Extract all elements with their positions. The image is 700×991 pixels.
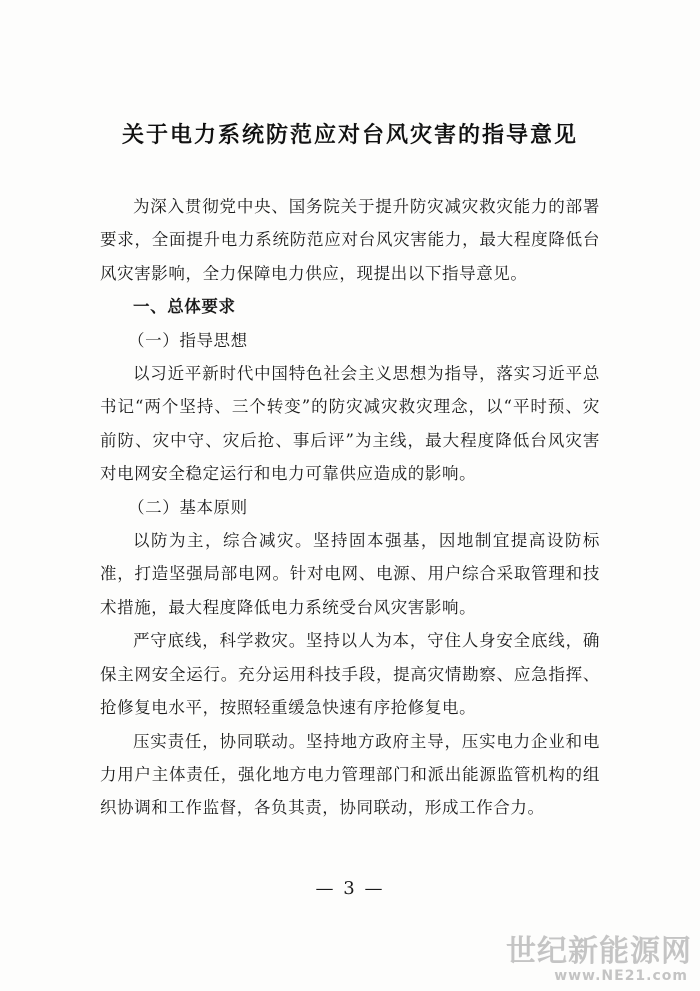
principle-paragraph-prevention: 以防为主，综合减灾。坚持固本强基，因地制宜提高设防标准，打造坚强局部电网。针对电网、电源、用户综合采取管理和技术措施，最大程度降低电力系统受台风灾害影响。 [100, 531, 600, 617]
document-title: 关于电力系统防范应对台风灾害的指导意见 [121, 122, 578, 148]
section-heading-general-requirements: 一、总体要求 [133, 297, 236, 317]
guiding-thought-paragraph: 以习近平新时代中国特色社会主义思想为指导，落实习近平总书记“两个坚持、三个转变”的防灾减灾救灾理念，以“平时预、灾前防、灾中守、灾后抢、事后评”为主线，最大程度降低台风灾害对电网安全稳定运行和电力可靠供应造成的影响。 [100, 364, 600, 484]
principle-paragraph-safety: 严守底线，科学救灾。坚持以人为本，守住人身安全底线，确保主网安全运行。充分运用科技手段，提高灾情勘察、应急指挥、抢修复电水平，按照轻重缓急快速有序抢修复电。 [100, 631, 600, 718]
site-watermark [506, 936, 692, 984]
page-number: — 3 — [315, 878, 385, 899]
principle-paragraph-responsibility: 压实责任，协同联动。坚持地方政府主导，压实电力企业和电力用户主体责任，强化地方电力管理部门和派出能源监管机构的组织协调和工作监督，各负其责，协同联动，形成工作合力。 [100, 731, 600, 818]
watermark-site-name: 世纪新能源网 [506, 934, 692, 969]
document-body [100, 190, 600, 825]
watermark-url: www.NE21.com [554, 968, 688, 984]
subsection-heading-basic-principles: （二）基本原则 [128, 497, 248, 517]
subsection-heading-guiding-thought: （一）指导思想 [128, 330, 248, 350]
intro-paragraph: 为深入贯彻党中央、国务院关于提升防灾减灾救灾能力的部署要求，全面提升电力系统防范应对台风灾害能力，最大程度降低台风灾害影响，全力保障电力供应，现提出以下指导意见。 [100, 197, 600, 283]
